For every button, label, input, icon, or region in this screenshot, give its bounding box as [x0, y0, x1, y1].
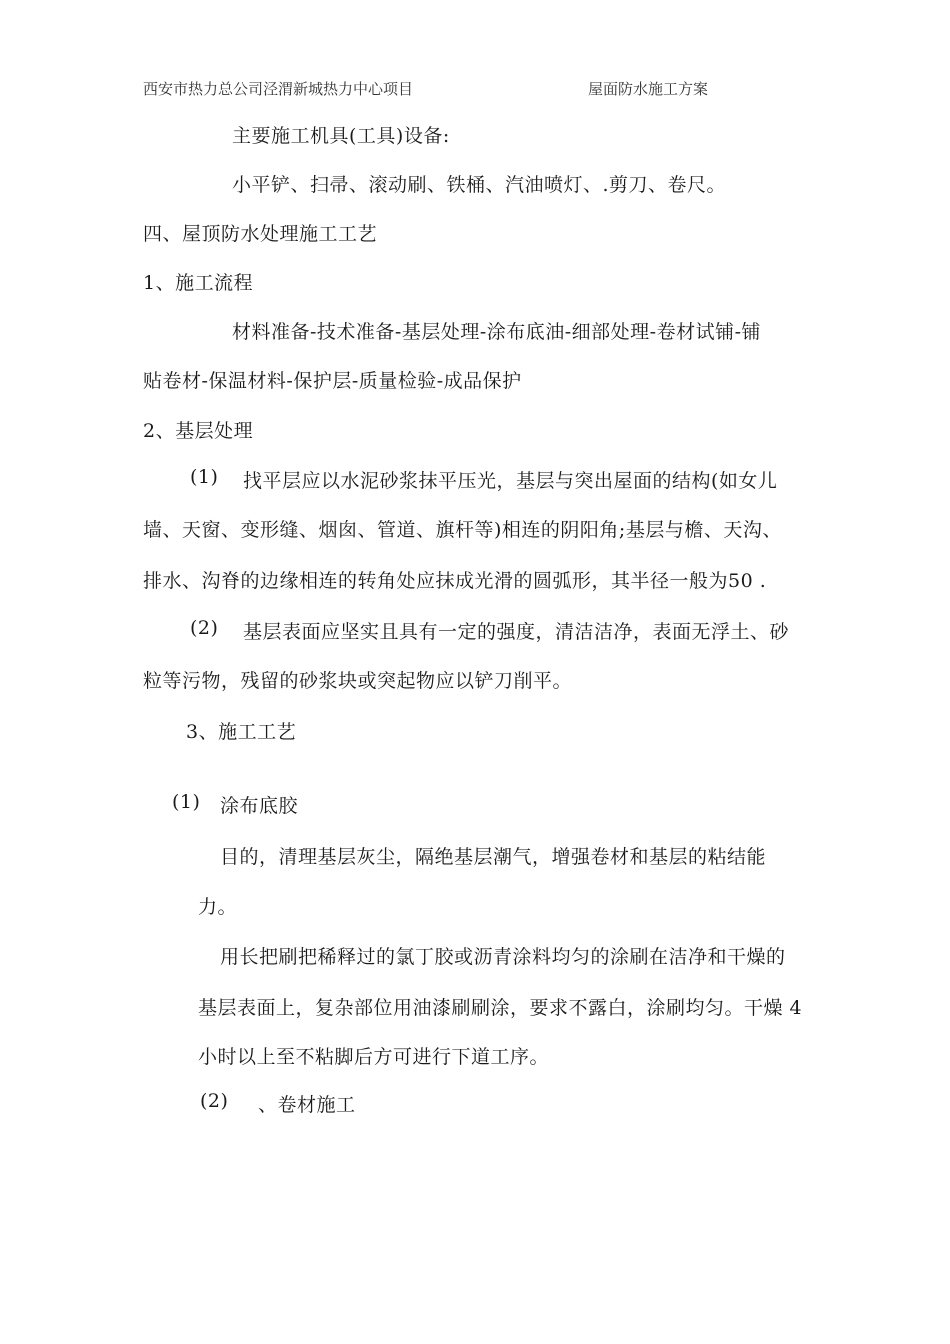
section-3-heading: 3、施工工艺	[186, 721, 297, 743]
flow-line-2: 贴卷材-保温材料-保护层-质量检验-成品保护	[143, 370, 522, 392]
header-document-title: 屋面防水施工方案	[588, 80, 709, 98]
section-2-heading: 2、基层处理	[143, 420, 254, 442]
item-number: (2)	[200, 1090, 229, 1112]
paragraph-number: (1)	[190, 466, 219, 488]
paragraph-line: 用长把刷把稀释过的氯丁胶或沥青涂料均匀的涂刷在洁净和干燥的	[220, 946, 786, 968]
item-number: (1)	[172, 791, 201, 813]
paragraph-line: 找平层应以水泥砂浆抹平压光，基层与突出屋面的结构(如女儿	[243, 470, 778, 492]
paragraph-line: 目的，清理基层灰尘，隔绝基层潮气，增强卷材和基层的粘结能	[220, 846, 767, 868]
flow-line-1: 材料准备-技术准备-基层处理-涂布底油-细部处理-卷材试铺-铺	[232, 321, 762, 343]
paragraph-line: 墙、天窗、变形缝、烟囱、管道、旗杆等)相连的阴阳角;基层与檐、天沟、	[143, 519, 782, 541]
header-project-name: 西安市热力总公司泾渭新城热力中心项目	[143, 80, 414, 98]
paragraph-line: 小时以上至不粘脚后方可进行下道工序。	[198, 1046, 550, 1068]
paragraph-number: (2)	[190, 617, 219, 639]
equipment-title: 主要施工机具(工具)设备:	[232, 125, 450, 147]
paragraph-line: 排水、沟脊的边缘相连的转角处应抹成光滑的圆弧形，其半径一般为50 .	[143, 570, 767, 592]
paragraph-line: 基层表面上，复杂部位用油漆刷刷涂，要求不露白，涂刷均匀。干燥 4	[198, 997, 803, 1019]
paragraph-line: 基层表面应坚实且具有一定的强度，清洁洁净，表面无浮土、砂	[243, 621, 790, 643]
item-heading: 、卷材施工	[258, 1094, 356, 1116]
paragraph-line: 粒等污物，残留的砂浆块或突起物应以铲刀削平。	[143, 670, 573, 692]
section-4-heading: 四、屋顶防水处理施工工艺	[143, 223, 378, 245]
section-1-heading: 1、施工流程	[143, 272, 254, 294]
item-heading: 涂布底胶	[220, 795, 299, 817]
paragraph-line: 力。	[198, 896, 238, 918]
equipment-list: 小平铲、扫帚、滚动刷、铁桶、汽油喷灯、.剪刀、卷尺。	[232, 174, 727, 196]
